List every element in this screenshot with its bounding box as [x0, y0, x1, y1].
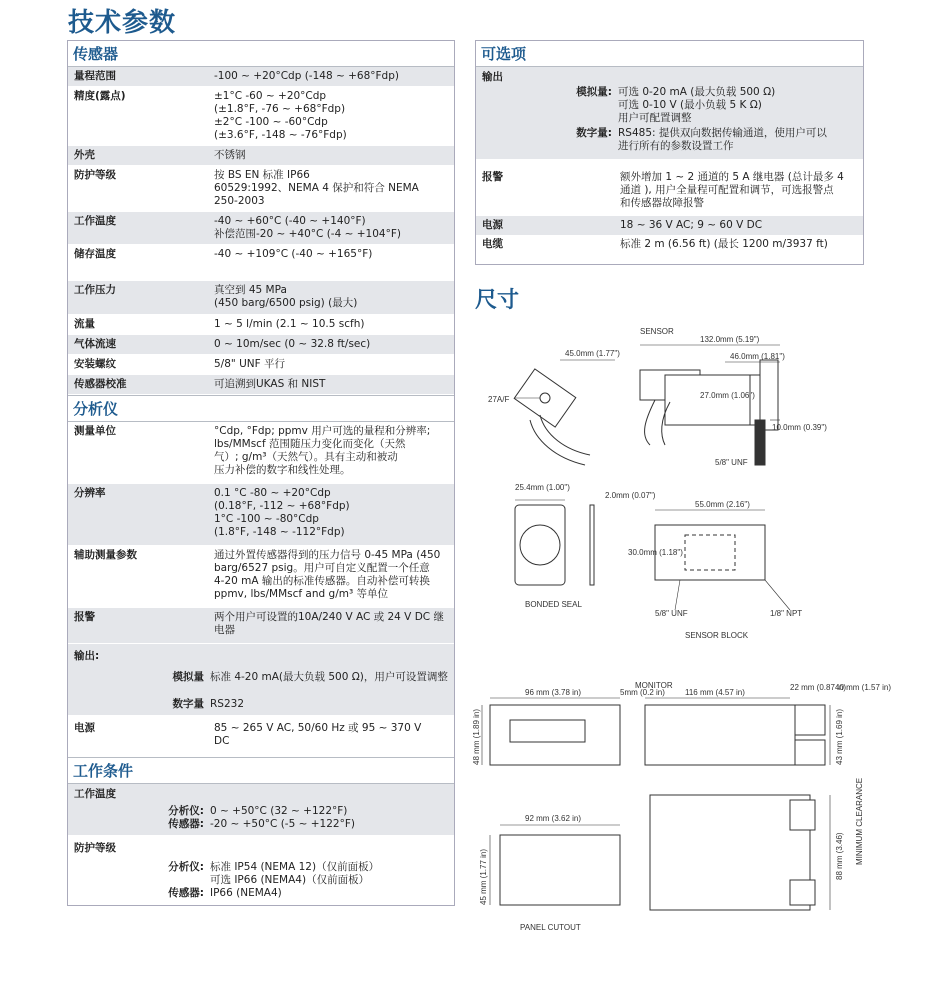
dim-254: 25.4mm (1.00")	[515, 483, 570, 492]
spec-value	[214, 318, 454, 331]
dim-22: 22 mm (0.87 in)	[790, 683, 847, 692]
spec-value-line: (1.8°F, -148 ~ -112°Fdp)	[214, 526, 345, 538]
options-alarm-row	[476, 159, 863, 216]
dim-2: 2.0mm (0.07")	[605, 491, 656, 500]
analyzer-heading: 分析仪	[68, 395, 454, 422]
dim-132: 132.0mm (5.19")	[700, 335, 760, 344]
analyzer-analog-value: 标准 4-20 mA(最大负载 500 Ω)，用户可设置调整	[210, 671, 448, 683]
dim-45b: 45 mm (1.77 in)	[479, 848, 488, 905]
spec-key: 测量单位	[74, 425, 116, 437]
analyzer-power-row	[68, 716, 454, 757]
options-output-row	[476, 67, 863, 159]
spec-value-line: barg/6527 psig。用户可自定义配置一个任意	[214, 562, 430, 574]
cond-prot-analyzer-line: 标准 IP54 (NEMA 12)（仅前面板）	[210, 861, 380, 873]
options-box	[475, 40, 864, 265]
spec-key: 工作压力	[74, 284, 116, 296]
monitor-rear-drawing	[650, 795, 830, 910]
options-cable-row	[476, 235, 863, 254]
sensor-label: SENSOR	[640, 327, 674, 336]
cond-temp-sensor-label: 传感器:	[168, 818, 204, 830]
options-digital-line: RS485: 提供双向数据传输通道，使用户可以	[618, 127, 827, 139]
sensor-side-drawing	[514, 360, 615, 465]
dim-58b: 5/8" UNF	[655, 609, 688, 618]
spec-value-line: lbs/MMscf 范围随压力变化而变化（天然	[214, 438, 406, 450]
options-digital-line: 进行所有的参数设置工作	[618, 140, 734, 152]
spec-key: 传感器校准	[74, 378, 127, 390]
cond-prot-analyzer-line: 可选 IP66 (NEMA4)（仅前面板）	[210, 874, 370, 886]
spec-key: 分辨率	[74, 487, 106, 499]
page-title: 技术参数	[68, 8, 177, 38]
spec-row	[68, 146, 454, 166]
analyzer-digital-label: 数字量	[172, 698, 204, 710]
spec-table	[67, 40, 455, 906]
spec-value-line: ppmv, lbs/MMscf and g/m³ 等单位	[214, 588, 389, 600]
spec-value-line: -40 ~ +109°C (-40 ~ +165°F)	[214, 248, 373, 260]
spec-value	[214, 378, 454, 391]
dim-18npt: 1/8" NPT	[770, 609, 803, 618]
spec-value-line: 1 ~ 5 l/min (2.1 ~ 10.5 scfh)	[214, 318, 365, 330]
sensor-rows	[68, 67, 454, 395]
dim-5: 5mm (0.2 in)	[620, 688, 665, 697]
dim-116: 116 mm (4.57 in)	[685, 688, 745, 697]
spec-value	[214, 248, 454, 274]
analyzer-power-line: 85 ~ 265 V AC, 50/60 Hz 或 95 ~ 370 V	[214, 722, 422, 734]
spec-row	[68, 335, 454, 355]
bonded-seal-drawing	[515, 500, 594, 585]
cond-temp-sensor-value: -20 ~ +50°C (-5 ~ +122°F)	[210, 818, 355, 830]
spec-row	[68, 422, 454, 484]
spec-row	[68, 355, 454, 375]
spec-value-line: 0 ~ 10m/sec (0 ~ 32.8 ft/sec)	[214, 338, 371, 350]
monitor-side-drawing	[645, 698, 830, 765]
spec-value-line: 补偿范围-20 ~ +40°C (-4 ~ +104°F)	[214, 228, 401, 240]
options-alarm-line: 通道 ), 用户全量程可配置和调节，可选报警点	[620, 184, 834, 196]
spec-value	[214, 90, 454, 142]
spec-value	[214, 169, 454, 208]
spec-value-line: 4-20 mA 输出的标准传感器。自动补偿可转换	[214, 575, 430, 587]
spec-key: 储存温度	[74, 248, 116, 260]
monitor-front-drawing	[482, 698, 620, 765]
dim-46: 46.0mm (1.81")	[730, 352, 785, 361]
conditions-temp-key: 工作温度	[74, 788, 116, 800]
analyzer-digital-value: RS232	[210, 698, 245, 710]
spec-key: 防护等级	[74, 169, 116, 181]
spec-key: 辅助测量参数	[74, 549, 137, 561]
spec-row	[68, 315, 454, 335]
spec-value-line: 按 BS EN 标准 IP66	[214, 169, 310, 181]
panel-cutout-label: PANEL CUTOUT	[520, 923, 581, 932]
options-alarm-line: 和传感器故障报警	[620, 197, 704, 209]
dim-10: 10.0mm (0.39")	[772, 423, 827, 432]
spec-key: 气体流速	[74, 338, 116, 350]
cond-temp-analyzer-label: 分析仪:	[168, 805, 204, 817]
sensor-block-label: SENSOR BLOCK	[685, 631, 749, 640]
spec-value-line	[214, 261, 450, 274]
panel-cutout-drawing	[490, 825, 620, 905]
cond-prot-analyzer-label: 分析仪:	[168, 861, 204, 873]
cond-prot-sensor-label: 传感器:	[168, 887, 204, 899]
conditions-heading: 工作条件	[68, 757, 454, 784]
spec-value-line: 0.1 °C -80 ~ +20°Cdp	[214, 487, 331, 499]
spec-value	[214, 425, 454, 477]
spec-value-line: 压力补偿的数字和线性处理。	[214, 464, 351, 476]
spec-row	[68, 166, 454, 212]
spec-value-line: (±1.8°F, -76 ~ +68°Fdp)	[214, 103, 346, 115]
dimension-drawings	[470, 320, 910, 940]
spec-value-line: 气）; g/m³（天然气）。具有主动和被动	[214, 451, 398, 463]
spec-value	[214, 70, 454, 83]
min-clearance-label: MINIMUM CLEARANCE	[855, 777, 864, 865]
spec-value-line: °Cdp, °Fdp; ppmv 用户可选的量程和分辨率;	[214, 425, 431, 437]
spec-row	[68, 546, 454, 608]
spec-row	[68, 245, 454, 281]
options-analog-line: 可选 0-10 V (最小负载 5 K Ω)	[618, 99, 762, 111]
spec-value-line: -40 ~ +60°C (-40 ~ +140°F)	[214, 215, 366, 227]
dim-45: 45.0mm (1.77")	[565, 349, 620, 358]
spec-value-line: (450 barg/6500 psig) (最大)	[214, 297, 358, 309]
options-power-row	[476, 216, 863, 235]
spec-row	[68, 484, 454, 546]
spec-row	[68, 375, 454, 395]
spec-row	[68, 608, 454, 644]
dim-27: 27.0mm (1.06")	[700, 391, 755, 400]
dim-27af: 27A/F	[488, 395, 510, 404]
spec-key: 精度(露点)	[74, 90, 126, 102]
spec-value-line: 两个用户可设置的10A/240 V AC 或 24 V DC 继电器	[214, 611, 444, 636]
spec-value	[214, 549, 454, 601]
sensor-heading: 传感器	[68, 41, 454, 67]
spec-value-line: ±1°C -60 ~ +20°Cdp	[214, 90, 327, 102]
spec-row	[68, 87, 454, 146]
options-cable-key: 电缆	[482, 238, 503, 250]
spec-value-line: 真空到 45 MPa	[214, 284, 287, 296]
spec-value-line: ±2°C -100 ~ -60°Cdp	[214, 116, 328, 128]
dim-43: 43 mm (1.69 in)	[835, 708, 844, 765]
spec-row	[68, 67, 454, 87]
analyzer-rows	[68, 422, 454, 644]
spec-key: 工作温度	[74, 215, 116, 227]
analyzer-output-key: 输出:	[74, 650, 100, 662]
spec-key: 流量	[74, 318, 95, 330]
options-output-key: 输出	[482, 71, 503, 83]
spec-key: 报警	[74, 611, 95, 623]
spec-key: 安装螺纹	[74, 358, 116, 370]
cond-prot-sensor-value: IP66 (NEMA4)	[210, 887, 282, 899]
dimensions-heading: 尺寸	[475, 288, 520, 313]
options-heading: 可选项	[476, 41, 863, 67]
sensor-main-drawing	[640, 345, 780, 465]
options-analog-line: 可选 0-20 mA (最大负载 500 Ω)	[618, 86, 776, 98]
options-alarm-line: 额外增加 1 ~ 2 通道的 5 A 继电器 (总计最多 4	[620, 171, 844, 183]
dim-30: 30.0mm (1.18")	[628, 548, 683, 557]
options-alarm-key: 报警	[482, 171, 503, 183]
dim-92: 92 mm (3.62 in)	[525, 814, 582, 823]
conditions-prot-key: 防护等级	[74, 842, 116, 854]
spec-value-line: 60529:1992、NEMA 4 保护和符合 NEMA	[214, 182, 419, 194]
bonded-seal-label: BONDED SEAL	[525, 600, 582, 609]
sensor-block-drawing	[655, 510, 790, 610]
spec-value	[214, 358, 454, 371]
spec-value	[214, 284, 454, 310]
spec-value	[214, 487, 454, 539]
spec-value	[214, 338, 454, 351]
spec-value	[214, 215, 454, 241]
analyzer-output-row	[68, 644, 454, 716]
options-digital-label: 数字量:	[576, 127, 612, 139]
dim-96: 96 mm (3.78 in)	[525, 688, 582, 697]
spec-row	[68, 281, 454, 315]
spec-value-line: (0.18°F, -112 ~ +68°Fdp)	[214, 500, 350, 512]
options-analog-line: 用户可配置调整	[618, 112, 692, 124]
dim-40: 40 mm (1.57 in)	[835, 683, 892, 692]
spec-value-line: -100 ~ +20°Cdp (-148 ~ +68°Fdp)	[214, 70, 399, 82]
options-analog-label: 模拟量:	[576, 86, 612, 98]
options-power-key: 电源	[482, 219, 503, 231]
options-cable-value: 标准 2 m (6.56 ft) (最长 1200 m/3937 ft)	[620, 238, 828, 250]
monitor-label: MONITOR	[635, 681, 673, 690]
dim-55: 55.0mm (2.16")	[695, 500, 750, 509]
analyzer-power-key: 电源	[74, 722, 95, 734]
options-power-value: 18 ~ 36 V AC; 9 ~ 60 V DC	[620, 219, 763, 231]
spec-value-line: (±3.6°F, -148 ~ -76°Fdp)	[214, 129, 347, 141]
dim-48: 48 mm (1.89 in)	[472, 708, 481, 765]
dim-58: 5/8" UNF	[715, 458, 748, 467]
dim-88: 88 mm (3.46)	[835, 832, 844, 880]
spec-key: 量程范围	[74, 70, 116, 82]
spec-value-line: 250-2003	[214, 195, 265, 207]
spec-value-line: 1°C -100 ~ -80°Cdp	[214, 513, 319, 525]
spec-key: 外壳	[74, 149, 95, 161]
spec-value-line: 可追溯到UKAS 和 NIST	[214, 378, 326, 390]
spec-value-line: 通过外置传感器得到的压力信号 0-45 MPa (450	[214, 549, 441, 561]
conditions-temp-row	[68, 784, 454, 836]
spec-value-line: 不锈钢	[214, 149, 246, 161]
spec-value-line: 5/8" UNF 平行	[214, 358, 285, 370]
cond-temp-analyzer-value: 0 ~ +50°C (32 ~ +122°F)	[210, 805, 348, 817]
analyzer-analog-label: 模拟量	[172, 671, 204, 683]
analyzer-power-line: DC	[214, 735, 230, 747]
conditions-prot-row	[68, 836, 454, 905]
spec-value	[214, 149, 454, 162]
spec-row	[68, 212, 454, 245]
spec-value	[214, 611, 454, 637]
